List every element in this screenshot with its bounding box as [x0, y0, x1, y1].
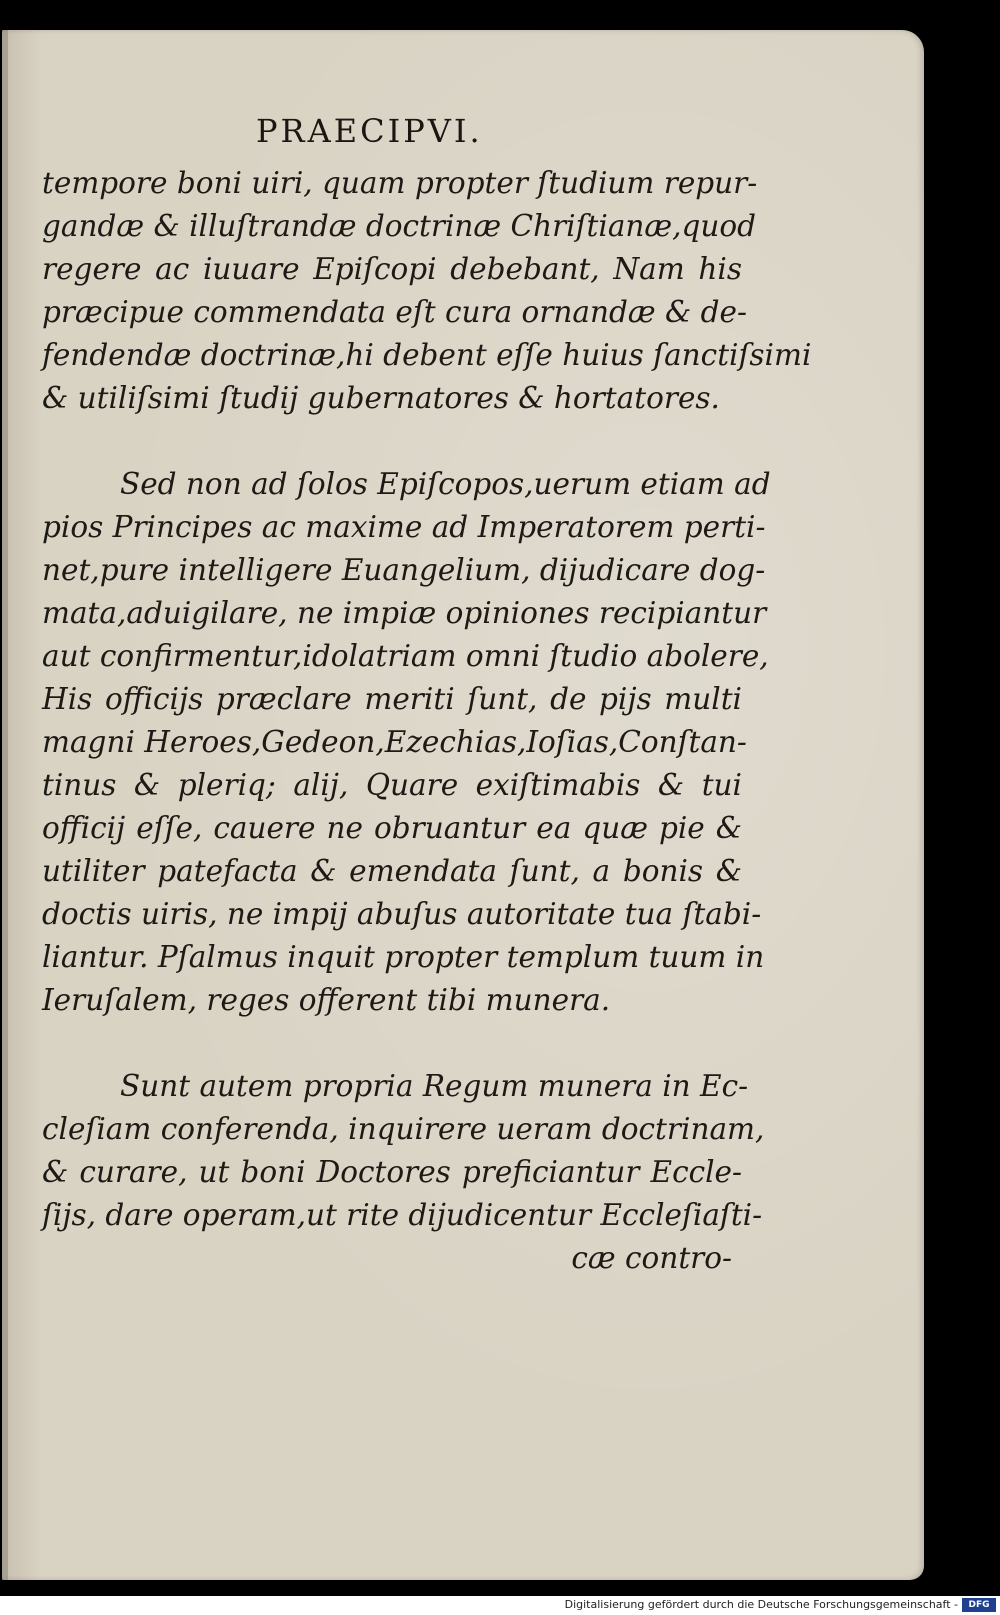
text-line: & curare, ut boni Doctores preficiantur Eccle-	[42, 1155, 742, 1189]
text-line: cleſiam conferenda, inquirere ueram doctrinam,	[42, 1112, 765, 1146]
text-line: magni Heroes,Gedeon,Ezechias,Ioſias,Conſtan-	[42, 725, 747, 759]
text-line: tempore boni uiri, quam propter ſtudium repur-	[42, 166, 758, 200]
paragraph-3	[42, 1065, 765, 1237]
text-line: Ieruſalem, reges offerent tibi munera.	[42, 983, 611, 1017]
paragraph-gap	[42, 420, 742, 463]
text-line: & utiliſsimi ſtudij gubernatores & hortatores.	[42, 381, 720, 415]
text-line: doctis uiris, ne impij abuſus autoritate tua ſtabi-	[42, 897, 762, 931]
digitization-footer	[0, 1596, 1000, 1615]
dfg-logo-icon: DFG	[962, 1598, 996, 1612]
catchword: cæ contro-	[571, 1241, 732, 1275]
text-line: mata,aduigilare, ne impiæ opiniones recipiantur	[42, 596, 767, 630]
text-line: ſijs, dare operam,ut rite dijudicentur Eccleſiaſti-	[42, 1198, 763, 1232]
text-line: utiliter patefacta & emendata ſunt, a bonis &	[42, 854, 742, 888]
text-line: liantur. Pſalmus inquit propter templum tuum in	[42, 940, 765, 974]
text-line: net,pure intelligere Euangelium, dijudicare dog-	[42, 553, 766, 587]
body-text	[42, 162, 812, 1280]
paragraph-gap	[42, 1022, 742, 1065]
text-line: officij eſſe, cauere ne obruantur ea quæ pie &	[42, 811, 742, 845]
paragraph-1	[42, 162, 812, 420]
running-head: PRAECIPVI.	[256, 112, 483, 150]
text-line: tinus & pleriq; alij, Quare exiſtimabis & tui	[42, 768, 742, 802]
text-line: fendendæ doctrinæ,hi debent eſſe huius ſanctiſsimi	[42, 338, 812, 372]
text-line: His officijs præclare meriti ſunt, de pijs multi	[42, 682, 742, 716]
text-line: gandæ & illuſtrandæ doctrinæ Chriſtianæ,quod	[42, 209, 757, 243]
paragraph-2	[42, 463, 771, 1022]
text-line: aut confirmentur,idolatriam omni ſtudio abolere,	[42, 639, 769, 673]
text-line: Sunt autem propria Regum munera in Ec-	[120, 1069, 749, 1103]
text-line: præcipue commendata eſt cura ornandæ & de-	[42, 295, 747, 329]
text-line: regere ac iuuare Epiſcopi debebant, Nam his	[42, 252, 742, 286]
page-gutter-edge	[2, 30, 8, 1580]
text-line: Sed non ad ſolos Epiſcopos,uerum etiam ad	[120, 467, 771, 501]
footer-credit: Digitalisierung gefördert durch die Deutsche Forschungsgemeinschaft -	[564, 1598, 958, 1611]
text-line: pios Principes ac maxime ad Imperatorem perti-	[42, 510, 766, 544]
